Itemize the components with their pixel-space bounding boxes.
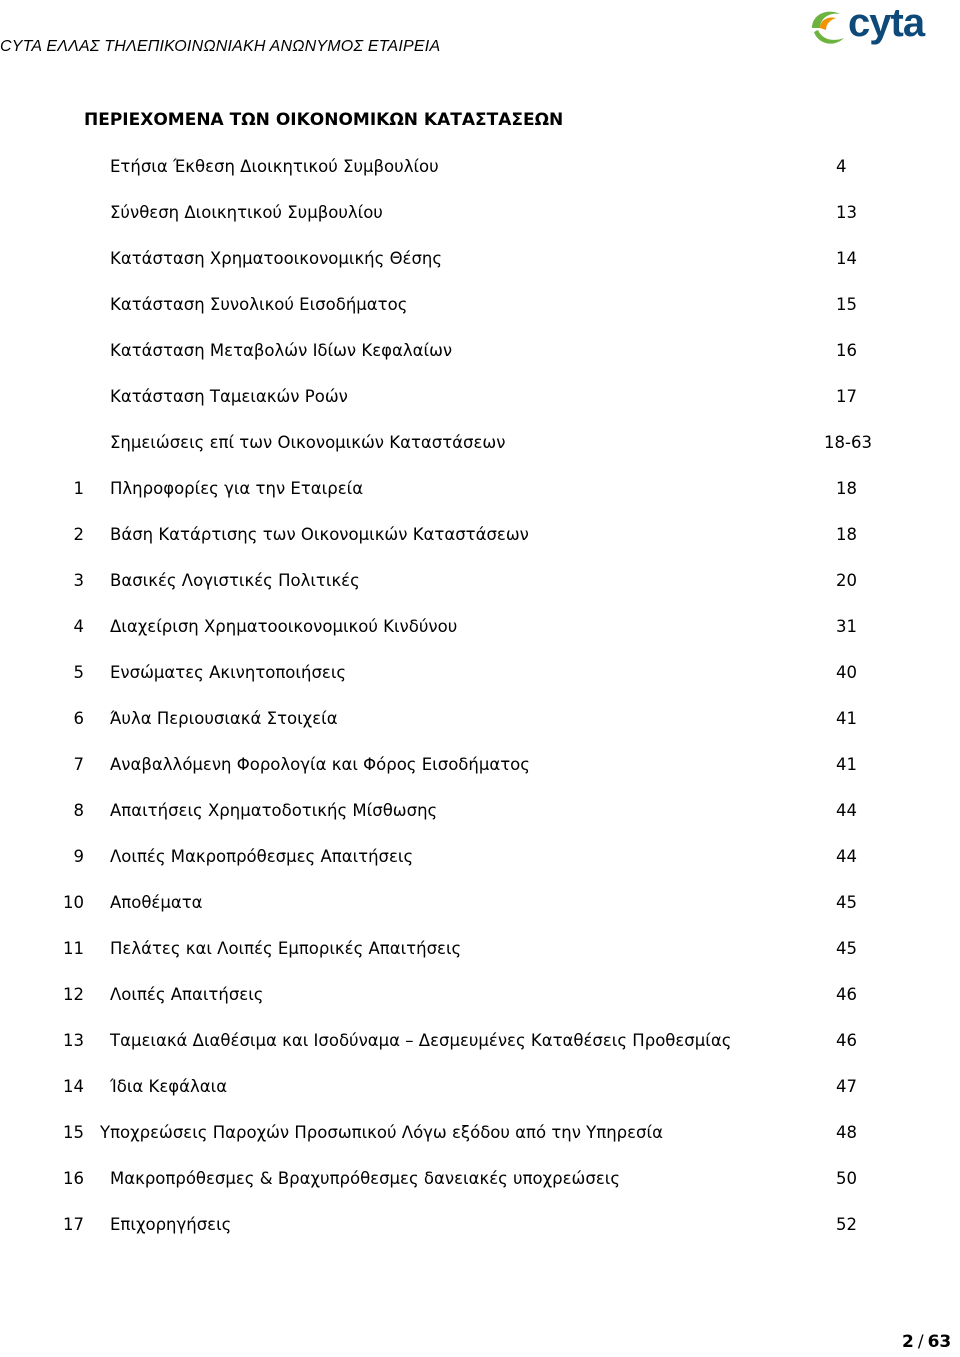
toc-entry bbox=[0, 1075, 960, 1099]
toc-entry-number: 2 bbox=[73, 525, 84, 544]
toc-entry bbox=[0, 891, 960, 915]
toc-entry bbox=[0, 247, 960, 271]
toc-entry bbox=[0, 1167, 960, 1191]
toc-entry-number: 3 bbox=[73, 571, 84, 590]
toc-entry bbox=[0, 431, 960, 455]
toc-entry-label: Βάση Κατάρτισης των Οικονομικών Καταστάσεων bbox=[110, 525, 529, 544]
toc-entry-number: 5 bbox=[73, 663, 84, 682]
toc-entry bbox=[0, 201, 960, 225]
toc-entry bbox=[0, 753, 960, 777]
toc-entry-number: 17 bbox=[63, 1215, 84, 1234]
toc-entry-label: Πελάτες και Λοιπές Εμπορικές Απαιτήσεις bbox=[110, 939, 462, 958]
toc-entry bbox=[0, 155, 960, 179]
current-page: 2 bbox=[902, 1332, 914, 1352]
toc-entry-label: Αναβαλλόμενη Φορολογία και Φόρος Εισοδήματος bbox=[110, 755, 530, 774]
toc-entry bbox=[0, 799, 960, 823]
toc-entry-page: 44 bbox=[836, 801, 857, 820]
toc-entry-number: 4 bbox=[73, 617, 84, 636]
toc-entry bbox=[0, 983, 960, 1007]
toc-entry-label: Ενσώματες Ακινητοποιήσεις bbox=[110, 663, 347, 682]
toc-entry-label: Αποθέματα bbox=[110, 893, 203, 912]
toc-entry-label: Κατάσταση Συνολικού Εισοδήματος bbox=[110, 295, 408, 314]
toc-entry bbox=[0, 661, 960, 685]
toc-entry-label: Ετήσια Έκθεση Διοικητικού Συμβουλίου bbox=[110, 157, 439, 176]
toc-entry bbox=[0, 385, 960, 409]
toc-entry-page: 31 bbox=[836, 617, 857, 636]
toc-entry-number: 16 bbox=[63, 1169, 84, 1188]
toc-entry-label: Κατάσταση Μεταβολών Ιδίων Κεφαλαίων bbox=[110, 341, 453, 360]
toc-entry-label: Υποχρεώσεις Παροχών Προσωπικού Λόγω εξόδου από την Υπηρεσία bbox=[100, 1123, 663, 1142]
toc-entry-number: 9 bbox=[73, 847, 84, 866]
toc-entry-page: 45 bbox=[836, 939, 857, 958]
toc-entry-label: Λοιπές Απαιτήσεις bbox=[110, 985, 264, 1004]
toc-entry-number: 1 bbox=[73, 479, 84, 498]
toc-entry-label: Απαιτήσεις Χρηματοδοτικής Μίσθωσης bbox=[110, 801, 438, 820]
toc-entry bbox=[0, 477, 960, 501]
toc-entry bbox=[0, 1213, 960, 1237]
toc-entry-label: Μακροπρόθεσμες & Βραχυπρόθεσμες δανειακές υποχρεώσεις bbox=[110, 1169, 621, 1188]
toc-entry-number: 12 bbox=[63, 985, 84, 1004]
toc-entry-page: 15 bbox=[836, 295, 857, 314]
toc-entry-label: Διαχείριση Χρηματοοικονομικού Κινδύνου bbox=[110, 617, 458, 636]
toc-entry-page: 17 bbox=[836, 387, 857, 406]
toc-entry-page: 20 bbox=[836, 571, 857, 590]
toc-entry-page: 14 bbox=[836, 249, 857, 268]
toc-entry-number: 13 bbox=[63, 1031, 84, 1050]
toc-entry-label: Πληροφορίες για την Εταιρεία bbox=[110, 479, 364, 498]
toc-entry-label: Βασικές Λογιστικές Πολιτικές bbox=[110, 571, 360, 590]
toc-entry-page: 45 bbox=[836, 893, 857, 912]
toc-entry-label: Κατάσταση Ταμειακών Ροών bbox=[110, 387, 348, 406]
toc-entry bbox=[0, 523, 960, 547]
toc-entry-number: 11 bbox=[63, 939, 84, 958]
toc-entry bbox=[0, 339, 960, 363]
toc-entry bbox=[0, 569, 960, 593]
toc-entry-label: Επιχορηγήσεις bbox=[110, 1215, 232, 1234]
toc-entry-label: Ίδια Κεφάλαια bbox=[110, 1077, 228, 1096]
toc-entry bbox=[0, 1121, 960, 1145]
toc-entry-label: Κατάσταση Χρηματοοικονομικής Θέσης bbox=[110, 249, 443, 268]
toc-entry-label: Σύνθεση Διοικητικού Συμβουλίου bbox=[110, 203, 383, 222]
logo-swirl-icon bbox=[806, 4, 852, 50]
toc-entry-page: 44 bbox=[836, 847, 857, 866]
page-separator: / bbox=[917, 1332, 924, 1352]
toc-entry-label: Άυλα Περιουσιακά Στοιχεία bbox=[110, 709, 338, 728]
toc-entry-page: 50 bbox=[836, 1169, 857, 1188]
page-title: ΠΕΡΙΕΧΟΜΕΝΑ ΤΩΝ ΟΙΚΟΝΟΜΙΚΩΝ ΚΑΤΑΣΤΑΣΕΩΝ bbox=[84, 110, 564, 130]
toc-entry-number: 6 bbox=[73, 709, 84, 728]
toc-entry-page: 13 bbox=[836, 203, 857, 222]
toc-entry-page: 18-63 bbox=[824, 433, 872, 452]
toc-entry bbox=[0, 293, 960, 317]
toc-entry-number: 7 bbox=[73, 755, 84, 774]
toc-entry-page: 52 bbox=[836, 1215, 857, 1234]
toc-entry-page: 48 bbox=[836, 1123, 857, 1142]
toc-entry bbox=[0, 1029, 960, 1053]
toc-entry-label: Σημειώσεις επί των Οικονομικών Καταστάσεων bbox=[110, 433, 506, 452]
toc-entry-number: 14 bbox=[63, 1077, 84, 1096]
toc-entry-page: 4 bbox=[836, 157, 847, 176]
toc-entry-page: 18 bbox=[836, 479, 857, 498]
toc-entry-page: 16 bbox=[836, 341, 857, 360]
logo-wordmark: cyta bbox=[848, 1, 925, 45]
toc-entry bbox=[0, 937, 960, 961]
cyta-logo bbox=[806, 2, 952, 52]
toc-entry-page: 41 bbox=[836, 755, 857, 774]
page-number bbox=[902, 1332, 951, 1352]
toc-entry-number: 15 bbox=[63, 1123, 84, 1142]
total-pages: 63 bbox=[927, 1332, 952, 1352]
toc-entry-page: 18 bbox=[836, 525, 857, 544]
toc-entry-number: 10 bbox=[63, 893, 84, 912]
toc-entry-page: 40 bbox=[836, 663, 857, 682]
toc-entry-page: 46 bbox=[836, 985, 857, 1004]
toc-entry-number: 8 bbox=[73, 801, 84, 820]
toc-entry-page: 41 bbox=[836, 709, 857, 728]
toc-entry bbox=[0, 615, 960, 639]
toc-entry-label: Ταμειακά Διαθέσιμα και Ισοδύναμα – Δεσμευμένες Καταθέσεις Προθεσμίας bbox=[110, 1031, 732, 1050]
toc-entry bbox=[0, 707, 960, 731]
toc-entry-page: 47 bbox=[836, 1077, 857, 1096]
toc-entry bbox=[0, 845, 960, 869]
toc-entry-label: Λοιπές Μακροπρόθεσμες Απαιτήσεις bbox=[110, 847, 414, 866]
toc-entry-page: 46 bbox=[836, 1031, 857, 1050]
company-name: CYTA ΕΛΛΑΣ ΤΗΛΕΠΙΚΟΙΝΩΝΙΑΚΗ ΑΝΩΝΥΜΟΣ ΕΤΑΙΡΕΙΑ bbox=[0, 38, 441, 55]
